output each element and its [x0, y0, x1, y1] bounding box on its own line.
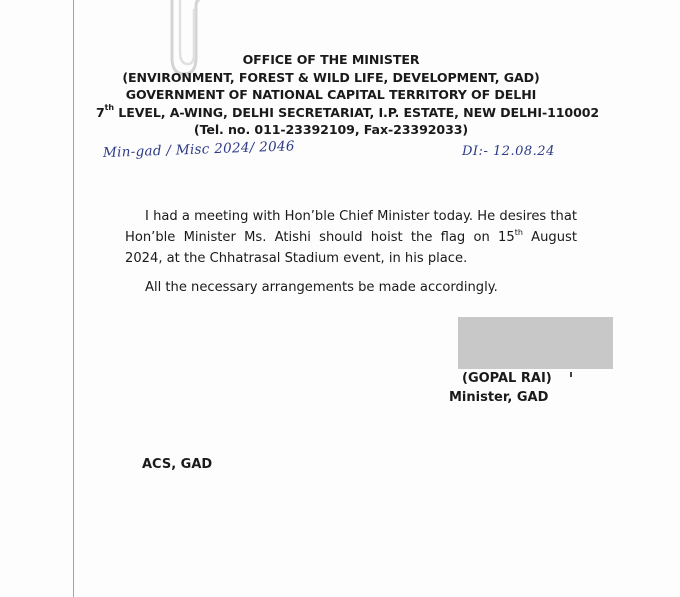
letterhead-office: OFFICE OF THE MINISTER [242, 52, 420, 67]
recipient: ACS, GAD [142, 457, 213, 472]
signatory-designation: Minister, GAD [449, 390, 549, 405]
letterhead [96, 51, 600, 139]
handwritten-date: DI:- 12.08.24 [462, 144, 555, 159]
para1-text-b: August 2024, at the Chhatrasal Stadium event, in his place. [125, 230, 577, 266]
letterhead-contact: (Tel. no. 011-23392109, Fax-23392033) [193, 122, 469, 137]
letter-body [125, 206, 577, 298]
address-level-suffix: th [104, 103, 114, 113]
ink-mark [570, 372, 572, 377]
letterhead-address [96, 103, 600, 122]
para1-date-suffix: th [514, 227, 523, 237]
address-rest: LEVEL, A-WING, DELHI SECRETARIAT, I.P. ESTATE, NEW DELHI-110002 [114, 104, 600, 120]
handwritten-reference-number: Min-gad / Misc 2024/ 2046 [102, 138, 296, 161]
address-level: 7 [96, 104, 105, 120]
letterhead-departments: (ENVIRONMENT, FOREST & WILD LIFE, DEVELOPMENT, GAD) [122, 69, 540, 85]
letterhead-government: GOVERNMENT OF NATIONAL CAPITAL TERRITORY OF DELHI [125, 87, 537, 102]
signatory-name: (GOPAL RAI) [462, 371, 552, 386]
body-paragraph-2: All the necessary arrangements be made accordingly. [145, 280, 498, 295]
redacted-signature [458, 317, 613, 369]
body-paragraph-1 [125, 206, 577, 269]
para1-text-a: I had a meeting with Hon’ble Chief Minister today. He desires that Hon’ble Minister Ms. Atishi should hoist the flag on 15 [125, 209, 577, 245]
margin-line [73, 0, 74, 597]
